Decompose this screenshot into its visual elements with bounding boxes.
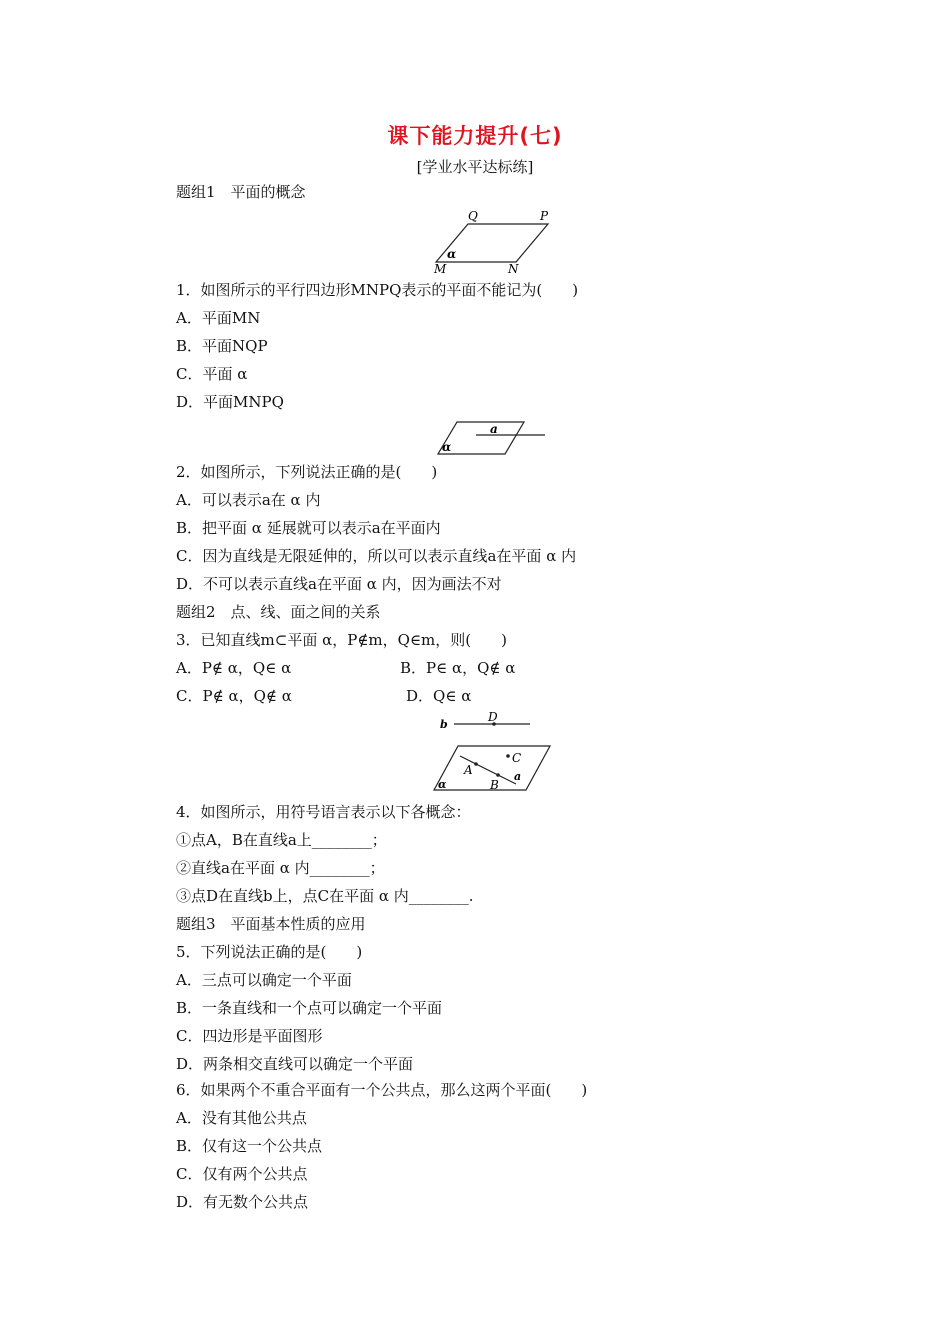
q2-option-c: C．因为直线是无限延伸的，所以可以表示直线a在平面 α 内 <box>176 547 577 565</box>
figure-points-lines-plane <box>430 710 560 796</box>
fig2-label-a: a <box>490 422 498 436</box>
q5-option-b: B．一条直线和一个点可以确定一个平面 <box>176 999 443 1017</box>
q4-stem: 4．如图所示，用符号语言表示以下各概念： <box>176 803 471 821</box>
q6-stem: 6．如果两个不重合平面有一个公共点，那么这两个平面( ) <box>176 1081 588 1099</box>
group3-heading: 题组3 平面基本性质的应用 <box>176 915 366 933</box>
fig3-label-a-line: a <box>514 770 522 783</box>
q4-item-3: ③点D在直线b上，点C在平面 α 内________. <box>176 887 474 905</box>
group1-heading: 题组1 平面的概念 <box>176 183 306 201</box>
q2-stem: 2．如图所示，下列说法正确的是( ) <box>176 463 438 481</box>
group2-heading: 题组2 点、线、面之间的关系 <box>176 603 381 621</box>
q6-option-c: C．仅有两个公共点 <box>176 1165 308 1183</box>
q3-option-d: D．Q∈ α <box>406 687 472 705</box>
q6-option-b: B．仅有这一个公共点 <box>176 1137 323 1155</box>
fig3-label-d: D <box>488 710 498 724</box>
page-title: 课下能力提升(七) <box>387 124 563 148</box>
q3-option-b: B．P∈ α，Q∉ α <box>400 659 516 677</box>
fig1-label-m: M <box>434 262 447 276</box>
q3-option-c: C．P∉ α，Q∉ α <box>176 687 292 705</box>
fig3-label-b: b <box>440 718 448 731</box>
q2-option-b: B．把平面 α 延展就可以表示a在平面内 <box>176 519 441 537</box>
q2-option-d: D．不可以表示直线a在平面 α 内，因为画法不对 <box>176 575 502 593</box>
q1-stem: 1．如图所示的平行四边形MNPQ表示的平面不能记为( ) <box>176 281 579 299</box>
q1-option-b: B．平面NQP <box>176 337 268 355</box>
q4-item-1: ①点A，B在直线a上________； <box>176 831 387 849</box>
q6-option-a: A．没有其他公共点 <box>176 1109 307 1127</box>
fig3-label-a-point: A <box>464 763 473 777</box>
q1-option-d: D．平面MNPQ <box>176 393 284 411</box>
fig1-label-q: Q <box>468 209 478 223</box>
fig3-label-c: C <box>512 751 522 765</box>
figure-plane-line <box>430 418 550 458</box>
q1-option-a: A．平面MN <box>176 309 261 327</box>
q5-stem: 5．下列说法正确的是( ) <box>176 943 363 961</box>
fig2-label-alpha: α <box>442 440 452 454</box>
fig1-label-n: N <box>508 262 519 276</box>
fig1-label-alpha: α <box>447 247 457 261</box>
fig3-label-b-point: B <box>490 778 499 792</box>
q2-option-a: A．可以表示a在 α 内 <box>176 491 321 509</box>
fig1-label-p: P <box>540 209 549 223</box>
q1-option-c: C．平面 α <box>176 365 248 383</box>
fig3-label-alpha: α <box>438 778 447 791</box>
q5-option-c: C．四边形是平面图形 <box>176 1027 323 1045</box>
q4-item-2: ②直线a在平面 α 内________； <box>176 859 385 877</box>
q6-option-d: D．有无数个公共点 <box>176 1193 309 1211</box>
q5-option-a: A．三点可以确定一个平面 <box>176 971 352 989</box>
q3-stem: 3．已知直线m⊂平面 α，P∉m，Q∈m，则( ) <box>176 631 507 649</box>
page-subtitle: [学业水平达标练] <box>416 158 534 176</box>
q5-option-d: D．两条相交直线可以确定一个平面 <box>176 1055 414 1073</box>
q3-option-a: A．P∉ α，Q∈ α <box>176 659 292 677</box>
figure-parallelogram <box>430 206 560 276</box>
